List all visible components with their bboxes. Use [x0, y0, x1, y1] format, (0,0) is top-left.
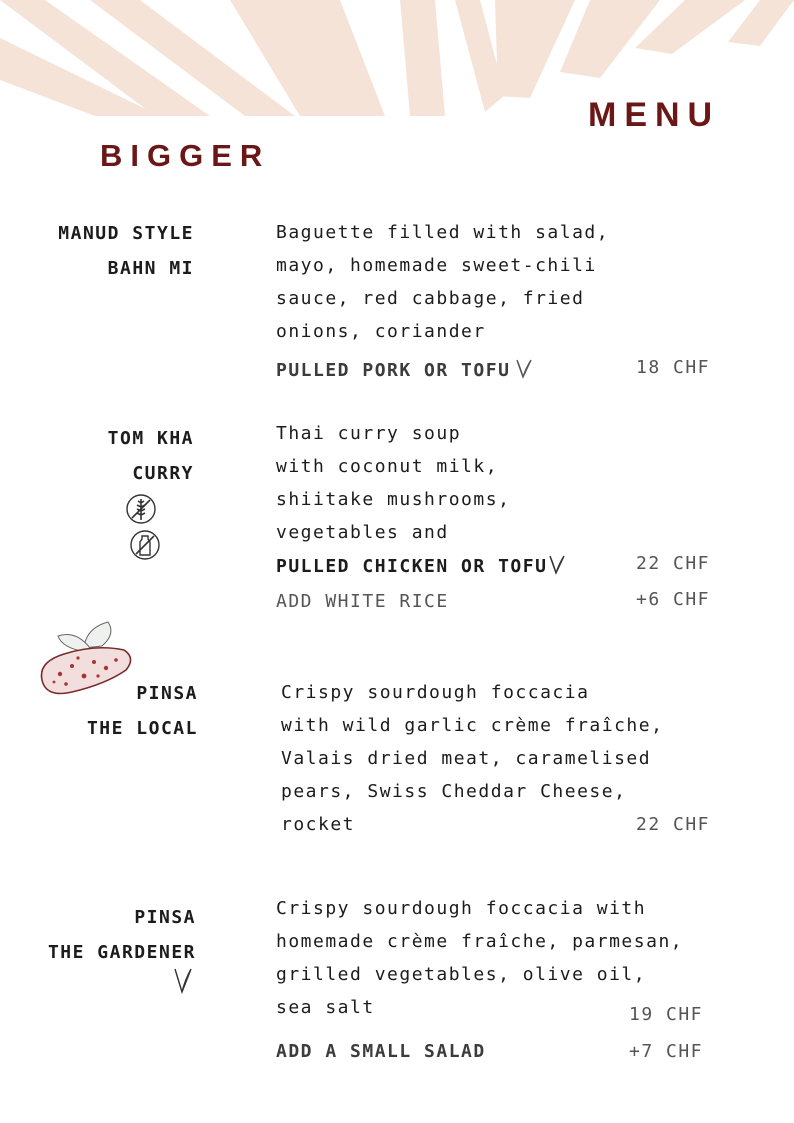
item-name-line: THE GARDENER	[47, 942, 196, 963]
item-name-line: THE LOCAL	[86, 718, 198, 739]
item-price: 22 CHF	[636, 814, 711, 835]
gluten-free-icon	[125, 493, 157, 529]
item-name	[108, 421, 194, 491]
menu-title: MENU	[588, 96, 721, 134]
item-name-line: MANUD STYLE	[58, 223, 194, 244]
item-name-line: PINSA	[134, 907, 196, 928]
option-label: PULLED PORK OR TOFU	[276, 360, 511, 381]
item-name	[58, 216, 194, 286]
lactose-free-icon	[129, 529, 161, 565]
item-price: 19 CHF	[629, 1004, 704, 1025]
item-price: 22 CHF	[636, 553, 711, 574]
description-line: vegetables and	[276, 522, 449, 543]
description-line: sea salt	[276, 997, 375, 1018]
description-line: with coconut milk,	[276, 456, 499, 477]
item-name-line: PINSA	[136, 683, 198, 704]
item-description	[276, 216, 609, 348]
description-line: Thai curry soup	[276, 423, 462, 444]
vegan-leaf-icon	[514, 357, 534, 384]
description-line: with wild garlic crème fraîche,	[281, 715, 664, 736]
item-description	[276, 417, 510, 549]
description-line: pears, Swiss Cheddar Cheese,	[281, 781, 627, 802]
extra-price: +7 CHF	[629, 1041, 704, 1062]
item-name	[87, 676, 198, 746]
description-line: Baguette filled with salad,	[276, 222, 610, 243]
description-line: shiitake mushrooms,	[276, 489, 511, 510]
item-option	[276, 553, 567, 580]
extra-label: ADD A SMALL SALAD	[276, 1041, 486, 1062]
item-description	[276, 892, 683, 1024]
description-line: Valais dried meat, caramelised	[281, 748, 652, 769]
dietary-badges	[125, 493, 197, 525]
item-option	[276, 357, 534, 384]
vegan-leaf-icon	[172, 966, 194, 998]
item-price: 18 CHF	[636, 357, 711, 378]
item-name	[48, 900, 196, 970]
description-line: Crispy sourdough foccacia	[281, 682, 590, 703]
description-line: rocket	[281, 814, 356, 835]
description-line: Crispy sourdough foccacia with	[276, 898, 647, 919]
item-name-line: BAHN MI	[107, 258, 194, 279]
description-line: grilled vegetables, olive oil,	[276, 964, 647, 985]
section-title: BIGGER	[100, 138, 271, 173]
extra-price: +6 CHF	[636, 589, 711, 610]
item-name-line: CURRY	[132, 463, 194, 484]
description-line: mayo, homemade sweet-chili	[276, 255, 597, 276]
description-line: onions, coriander	[276, 321, 486, 342]
item-name-line: TOM KHA	[107, 428, 194, 449]
vegan-leaf-icon	[547, 553, 567, 580]
extra-label: ADD WHITE RICE	[276, 591, 449, 612]
description-line: sauce, red cabbage, fried	[276, 288, 585, 309]
description-line: homemade crème fraîche, parmesan,	[276, 931, 684, 952]
item-description	[281, 676, 663, 841]
option-label: PULLED CHICKEN OR TOFU	[276, 556, 548, 577]
